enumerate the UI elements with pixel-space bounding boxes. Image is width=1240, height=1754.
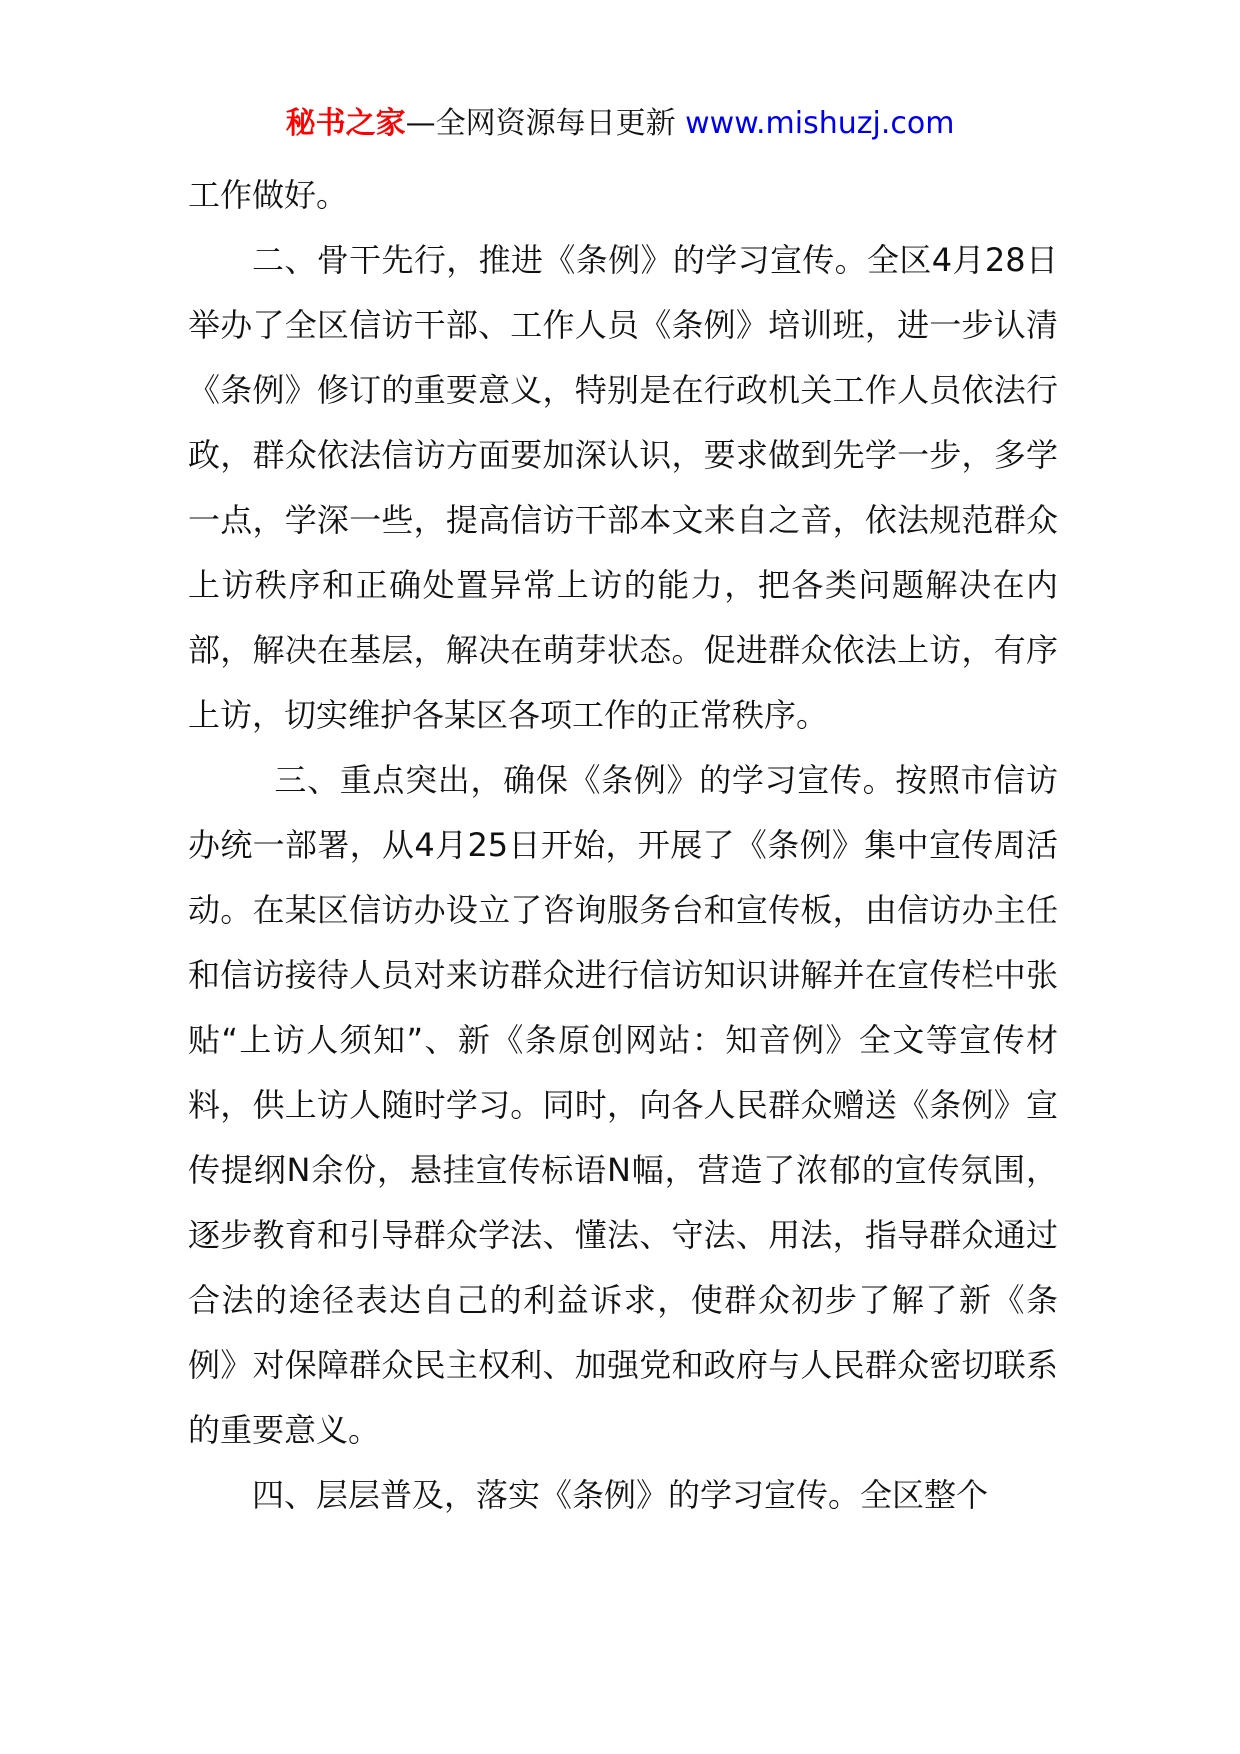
header-url-link[interactable]: www.mishuzj.com — [685, 106, 955, 141]
continuation-text: 工作做好。 — [188, 176, 349, 214]
page-header — [0, 100, 1240, 148]
paragraph-section-2: 二、骨干先行，推进《条例》的学习宣传。全区4月28日举办了全区信访干部、工作人员《条例》培训班，进一步认清《条例》修订的重要意义，特别是在行政机关工作人员依法行政，群众依法信访方面要加深认识，要求做到先学一步，多学一点，学深一些，提高信访干部本文来自之音，依法规范群众上访秩序和正确处置异常上访的能力，把各类问题解决在内部，解决在基层，解决在萌芽状态。促进群众依法上访，有序上访，切实维护各某区各项工作的正常秩序。 — [188, 241, 1058, 734]
header-slogan: 全网资源每日更新 — [435, 106, 676, 141]
document-body — [188, 163, 1058, 1528]
brand-name: 秘书之家 — [285, 106, 406, 141]
paragraph-section-3: 三、重点突出，确保《条例》的学习宣传。按照市信访办统一部署，从4月25日开始，开展了《条例》集中宣传周活动。在某区信访办设立了咨询服务台和宣传板，由信访办主任和信访接待人员对来访群众进行信访知识讲解并在宣传栏中张贴“上访人须知”、新《条原创网站：知音例》全文等宣传材料，供上访人随时学习。同时，向各人民群众赠送《条例》宣传提纲N余份，悬挂宣传标语N幅，营造了浓郁的宣传氛围，逐步教育和引导群众学法、懂法、守法、用法，指导群众通过合法的途径表达自己的利益诉求，使群众初步了解了新《条例》对保障群众民主权利、加强党和政府与人民群众密切联系的重要意义。 — [188, 761, 1058, 1449]
header-separator: — — [405, 106, 436, 141]
paragraph-section-4: 四、层层普及，落实《条例》的学习宣传。全区整个 — [252, 1476, 989, 1514]
